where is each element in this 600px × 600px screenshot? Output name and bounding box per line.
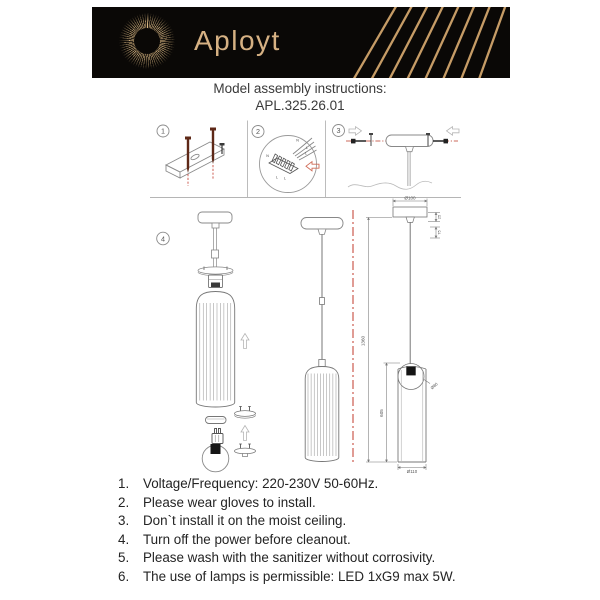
list-item (118, 531, 456, 550)
item-number: 2. (118, 494, 130, 510)
push-arrow-icon (306, 162, 319, 171)
step2-wiring-drawing (260, 136, 320, 193)
item-text: Turn off the power before cleanout. (143, 531, 351, 547)
list-item (118, 512, 456, 531)
ceiling-canopy (386, 135, 433, 147)
ball-diameter-label: Ø80 (429, 381, 439, 391)
dimension-lines (366, 199, 440, 471)
assembly-up-arrows-icon (241, 334, 249, 441)
title-heading: Model assembly instructions: (213, 81, 387, 96)
item-number: 3. (118, 513, 130, 528)
canopy-height-label: 25 (436, 214, 442, 220)
list-item (118, 475, 456, 494)
assembled-pendant-drawing (301, 218, 343, 462)
magnifier-circle-icon (260, 136, 317, 193)
item-number: 1. (118, 476, 130, 491)
step1-bracket-drawing (166, 128, 225, 187)
dimension-drawing (361, 196, 442, 474)
canopy-diameter-label: Ø100 (404, 195, 416, 201)
shade-height-label: 605 (379, 409, 384, 417)
list-item (118, 549, 456, 568)
svg-text:N: N (296, 138, 299, 143)
shade-ribs (200, 303, 231, 401)
item-text: Please wear gloves to install. (143, 494, 316, 510)
insert-arrow-left-icon (447, 127, 460, 136)
step4-exploded-drawing (196, 212, 255, 472)
shade-ribs (308, 374, 336, 457)
svg-text:L: L (306, 146, 308, 150)
item-text: Voltage/Frequency: 220-230V 50-60Hz. (143, 476, 379, 491)
led-lamp (211, 444, 221, 454)
insert-arrow-right-icon (349, 127, 362, 136)
list-item (118, 568, 456, 587)
item-number: 6. (118, 568, 130, 584)
terminal-block-icon (269, 154, 298, 174)
offset-label: 75 (436, 230, 442, 235)
item-number: 4. (118, 531, 130, 547)
ribbed-shade (196, 292, 234, 408)
list-item (118, 494, 456, 513)
cable-wave (348, 181, 432, 189)
svg-text:L: L (305, 151, 307, 156)
step3-canopy-drawing (346, 127, 459, 190)
svg-text:N: N (266, 154, 269, 158)
step-1-number: 1 (161, 126, 165, 136)
item-text: The use of lamps is permissible: LED 1xG9 max 5W. (143, 568, 456, 584)
model-number: APL.325.26.01 (255, 97, 345, 113)
svg-text:L: L (276, 175, 278, 180)
fitting-discs (235, 407, 256, 457)
item-number: 5. (118, 550, 130, 565)
shade-diameter-label: Ø110 (406, 468, 418, 474)
item-text: Don`t install it on the moist ceiling. (143, 513, 347, 528)
brand-name: Aployt (194, 25, 281, 56)
total-height-label: 1360 (360, 335, 366, 347)
svg-text:L: L (284, 176, 286, 181)
step-4-number: 4 (161, 234, 165, 244)
screw-icon (185, 128, 216, 187)
instruction-list (118, 475, 456, 586)
item-text: Please wash with the sanitizer without corrosivity. (143, 550, 436, 565)
step-2-number: 2 (256, 127, 260, 137)
step-3-number: 3 (336, 126, 341, 136)
g9-socket-icon (212, 429, 223, 444)
